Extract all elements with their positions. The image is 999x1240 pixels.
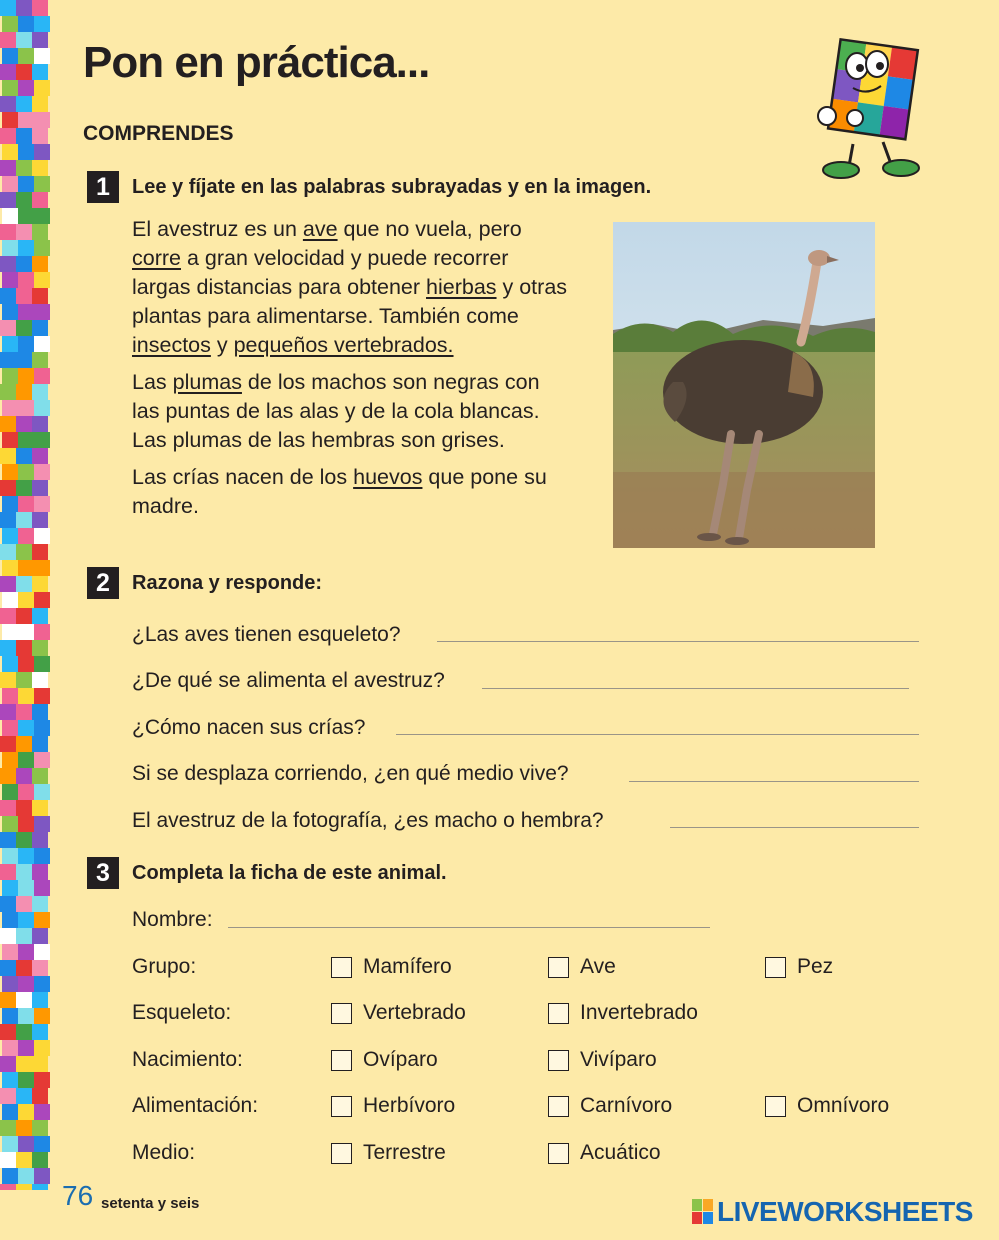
text-run: de los machos son negras con las puntas de las alas y de la cola blancas. Las plumas de las hembras son grises. (132, 370, 540, 452)
mascot-illustration (805, 36, 930, 181)
option-label: Vivíparo (580, 1048, 657, 1071)
option-label: Invertebrado (580, 1001, 698, 1024)
underlined-word: hierbas (426, 275, 497, 299)
checkbox[interactable] (548, 1003, 569, 1024)
checkbox[interactable] (548, 957, 569, 978)
option-ave[interactable] (548, 955, 616, 979)
page-number: 76 (62, 1180, 94, 1211)
field-label-nacimiento: Nacimiento: (132, 1048, 243, 1071)
checkbox[interactable] (548, 1143, 569, 1164)
field-label-medio: Medio: (132, 1141, 196, 1164)
field-label-esqueleto: Esqueleto: (132, 1001, 232, 1024)
reading-text (132, 215, 572, 529)
checkbox[interactable] (331, 957, 352, 978)
text-run: que no vuela, pero (337, 217, 522, 241)
question-1: ¿Las aves tienen esqueleto? (132, 623, 401, 646)
option-oviparo[interactable] (331, 1048, 438, 1072)
exercise-number: 3 (87, 857, 119, 889)
option-acuatico[interactable] (548, 1141, 661, 1165)
answer-line-1[interactable] (437, 641, 919, 642)
checkbox[interactable] (331, 1143, 352, 1164)
reading-paragraph (132, 463, 572, 521)
checkbox[interactable] (765, 957, 786, 978)
checkbox[interactable] (548, 1050, 569, 1071)
option-carnivoro[interactable] (548, 1094, 672, 1118)
section-heading: COMPRENDES (83, 122, 234, 145)
option-vertebrado[interactable] (331, 1001, 466, 1025)
question-2: ¿De qué se alimenta el avestruz? (132, 669, 445, 692)
text-run: y otras plantas para alimentarse. También come (132, 275, 568, 328)
option-omnivoro[interactable] (765, 1094, 889, 1118)
exercise-instruction: Razona y responde: (132, 571, 323, 594)
option-label: Ovíparo (363, 1048, 438, 1071)
underlined-word: plumas (172, 370, 242, 394)
option-label: Vertebrado (363, 1001, 466, 1024)
underlined-word: huevos (353, 465, 423, 489)
page-number-words: setenta y seis (101, 1195, 200, 1212)
field-label-alimentacion: Alimentación: (132, 1094, 259, 1117)
brand-logo-icon (691, 1198, 715, 1226)
question-5: El avestruz de la fotografía, ¿es macho o hembra? (132, 809, 604, 832)
answer-line-4[interactable] (629, 781, 919, 782)
checkbox[interactable] (765, 1096, 786, 1117)
name-answer-line[interactable] (228, 927, 710, 928)
exercise-1-header (87, 171, 651, 203)
option-invertebrado[interactable] (548, 1001, 698, 1025)
decorative-color-strip (0, 0, 52, 1190)
option-label: Mamífero (363, 955, 452, 978)
answer-line-2[interactable] (482, 688, 909, 689)
checkbox[interactable] (548, 1096, 569, 1117)
exercise-number: 1 (87, 171, 119, 203)
exercise-3-header (87, 857, 447, 889)
answer-line-3[interactable] (396, 734, 919, 735)
brand-watermark (691, 1196, 973, 1228)
checkbox[interactable] (331, 1096, 352, 1117)
option-label: Acuático (580, 1141, 661, 1164)
text-run: a gran velocidad y puede recorrer largas distancias para obtener (132, 246, 509, 299)
exercise-number: 2 (87, 567, 119, 599)
exercise-instruction: Lee y fíjate en las palabras subrayadas y en la imagen. (132, 175, 652, 198)
text-run: Las crías nacen de los (132, 465, 354, 489)
option-label: Omnívoro (797, 1094, 890, 1117)
text-run: y (210, 333, 234, 357)
option-label: Terrestre (363, 1141, 446, 1164)
brand-text: LIVEWORKSHEETS (717, 1196, 973, 1227)
option-terrestre[interactable] (331, 1141, 446, 1165)
option-mamifero[interactable] (331, 955, 452, 979)
underlined-word: ave (302, 217, 338, 241)
reading-paragraph (132, 215, 572, 360)
exercise-2-header (87, 567, 322, 599)
ostrich-photo (613, 222, 875, 548)
option-viviparo[interactable] (548, 1048, 657, 1072)
text-run: que pone su madre. (132, 465, 547, 518)
field-label-grupo: Grupo: (132, 955, 197, 978)
underlined-word: corre (132, 246, 181, 270)
reading-paragraph (132, 368, 572, 455)
option-pez[interactable] (765, 955, 833, 979)
question-4: Si se desplaza corriendo, ¿en qué medio vive? (132, 762, 569, 785)
exercise-instruction: Completa la ficha de este animal. (132, 861, 447, 884)
text-run: El avestruz es un (132, 217, 303, 241)
question-3: ¿Cómo nacen sus crías? (132, 716, 366, 739)
page-title: Pon en práctica... (83, 38, 430, 87)
name-label: Nombre: (132, 908, 213, 931)
option-label: Carnívoro (580, 1094, 673, 1117)
option-label: Ave (580, 955, 616, 978)
option-label: Herbívoro (363, 1094, 456, 1117)
underlined-word: insectos (132, 333, 211, 357)
text-run: Las (132, 370, 173, 394)
option-herbivoro[interactable] (331, 1094, 455, 1118)
option-label: Pez (797, 955, 834, 978)
checkbox[interactable] (331, 1050, 352, 1071)
checkbox[interactable] (331, 1003, 352, 1024)
answer-line-5[interactable] (670, 827, 919, 828)
underlined-word: pequeños vertebrados. (233, 333, 454, 357)
